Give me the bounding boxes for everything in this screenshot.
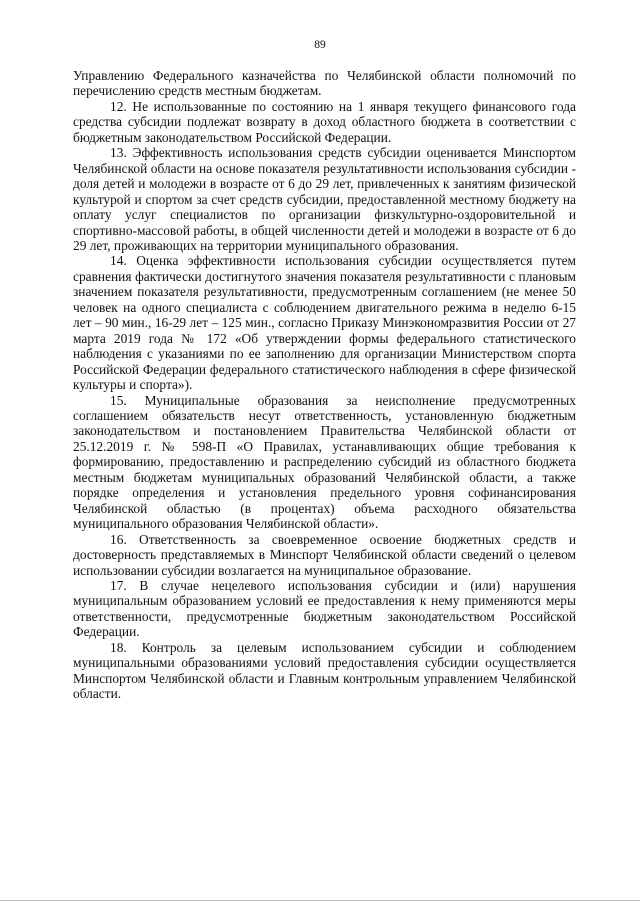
paragraph-12: 12. Не использованные по состоянию на 1 января текущего финансового года средства субсидии подлежат возврату в доход областного бюджета в соответствии с бюджетным законодательством Российской Федерации. bbox=[73, 98, 576, 145]
paragraph-continuation: Управлению Федерального казначейства по Челябинской области полномочий по перечислению средств местным бюджетам. bbox=[73, 68, 576, 99]
scan-edge-divider bbox=[0, 900, 640, 901]
paragraph-17: 17. В случае нецелевого использования субсидии и (или) нарушения муниципальным образованием условий ее предоставления к нему применяются меры ответственности, предусмотренные бюджетным законодательством Российской Федерации. bbox=[73, 577, 576, 640]
paragraph-18: 18. Контроль за целевым использованием субсидии и соблюдением муниципальными образованиями условий предоставления субсидии осуществляется Минспортом Челябинской области и Главным контрольным управлением Челябинской области. bbox=[73, 639, 576, 702]
paragraph-16: 16. Ответственность за своевременное освоение бюджетных средств и достоверность представляемых в Минспорт Челябинской области сведений о целевом использовании субсидии возлагается на муниципальное образование. bbox=[73, 531, 576, 578]
paragraph-13: 13. Эффективность использования средств субсидии оценивается Минспортом Челябинской области на основе показателя результативности использования субсидии - доля детей и молодежи в возрасте от 6 до 29 лет, привлеченных к занятиям физической культурой и спортом за счет средств субсидии, предоставленной местному бюджету на оплату услуг специалистов по организации физкультурно-оздоровительной и спортивно-массовой работы, в общей численности детей и молодежи в возрасте от 6 до 29 лет, проживающих на территории муниципального образования. bbox=[73, 145, 576, 253]
document-body bbox=[73, 68, 576, 702]
paragraph-15: 15. Муниципальные образования за неисполнение предусмотренных соглашением обязательств несут ответственность, установленную бюджетным законодательством и постановлением Правительства Челябинской области от 25.12.2019 г. № 598-П «О Правилах, устанавливающих общие требования к формированию, предоставлению и распределению субсидий из областного бюджета местным бюджетам муниципальных образований Челябинской области, а также порядке определения и установления предельного уровня софинансирования Челябинской областью (в процентах) объема расходного обязательства муниципального образования Челябинской области». bbox=[73, 392, 576, 532]
paragraph-14: 14. Оценка эффективности использования субсидии осуществляется путем сравнения фактически достигнутого значения показателя результативности с плановым значением показателя результативности, предусмотренным соглашением (не менее 50 человек на одного специалиста с соблюдением двигательного режима в неделю 6-15 лет – 90 мин., 16-29 лет – 125 мин., согласно Приказу Минэкономразвития России от 27 марта 2019 года № 172 «Об утверждении формы федерального статистического наблюдения с указаниями по ее заполнению для организации Министерством спорта Российской Федерации федерального статистического наблюдения в сфере физической культуры и спорта»). bbox=[73, 253, 576, 393]
page-number: 89 bbox=[314, 39, 326, 51]
